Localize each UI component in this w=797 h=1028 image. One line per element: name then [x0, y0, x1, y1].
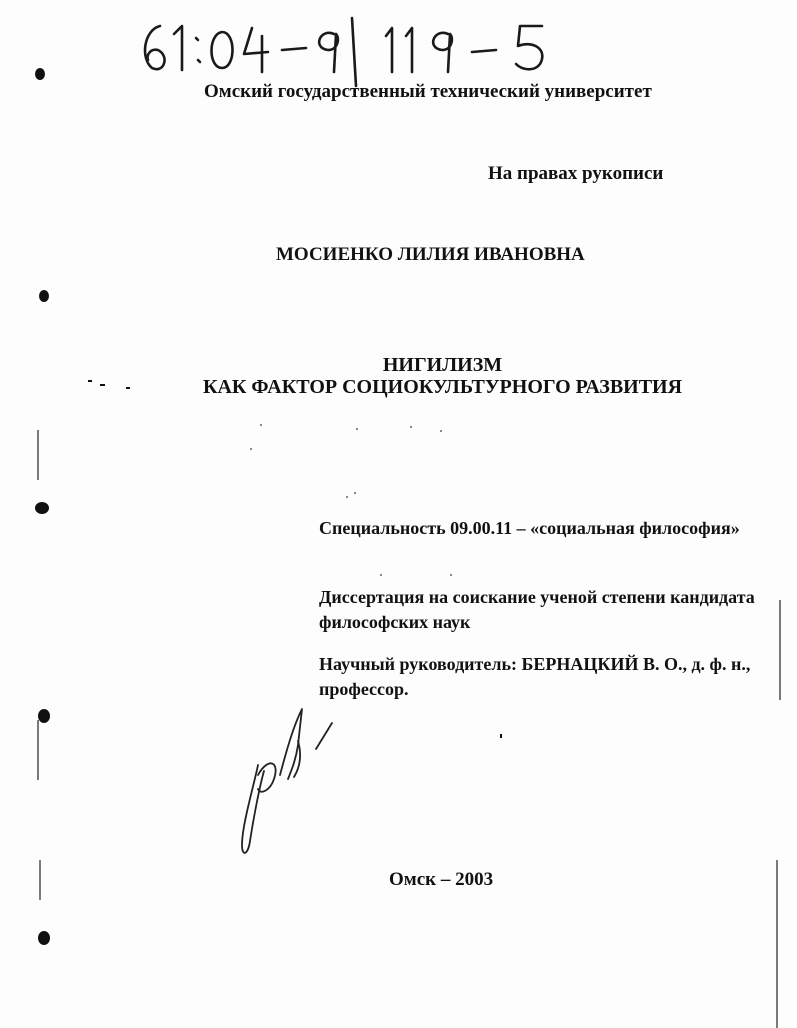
speck: [500, 734, 502, 738]
title-line-2: КАК ФАКТОР СОЦИОКУЛЬТУРНОГО РАЗВИТИЯ: [202, 376, 683, 398]
hw-glyph-9: [319, 33, 338, 72]
signature-stroke-4: [316, 723, 332, 749]
binding-hole: [35, 68, 45, 80]
faint-speck: [450, 574, 452, 576]
binding-hole: [35, 502, 49, 514]
binding-hole: [38, 931, 50, 945]
university-name: Омский государственный технический университет: [204, 81, 652, 102]
hw-glyph-1b: [386, 28, 392, 72]
hw-glyph-colon: [196, 38, 200, 62]
hw-glyph-1: [174, 26, 182, 70]
faint-speck: [354, 492, 356, 494]
hw-glyph-6: [145, 26, 165, 69]
faint-speck: [380, 574, 382, 576]
hw-glyph-dash: [282, 48, 306, 50]
faint-speck: [356, 428, 358, 430]
faint-speck: [260, 424, 262, 426]
place-and-year: Омск – 2003: [389, 869, 494, 890]
binding-hole: [39, 290, 49, 302]
faint-speck: [440, 430, 442, 432]
title-line-1: НИГИЛИЗМ: [382, 354, 503, 376]
faint-speck: [410, 426, 412, 428]
advisor-text: Научный руководитель: БЕРНАЦКИЙ В. О., д. ф. н., профессор.: [319, 654, 751, 699]
hw-glyph-4: [244, 28, 268, 72]
faint-speck: [250, 448, 252, 450]
author-name: МОСИЕНКО ЛИЛИЯ ИВАНОВНА: [276, 244, 585, 265]
handwritten-archive-code: [130, 8, 610, 88]
handwritten-signature: [228, 705, 348, 865]
hw-glyph-slash: [352, 18, 356, 86]
faint-speck: [346, 496, 348, 498]
hw-glyph-dash2: [472, 50, 496, 52]
hw-glyph-1c: [406, 28, 412, 72]
degree-text: Диссертация на соискание ученой степени кандидата философских наук: [319, 587, 755, 632]
hw-glyph-5: [516, 26, 542, 69]
hw-glyph-0: [212, 32, 233, 68]
signature-stroke-1: [242, 765, 264, 853]
specialty-text: Специальность 09.00.11 – «социальная философия»: [319, 518, 740, 538]
manuscript-rights-note: На правах рукописи: [488, 163, 664, 184]
hw-glyph-9b: [433, 33, 452, 72]
binding-hole: [38, 709, 50, 723]
